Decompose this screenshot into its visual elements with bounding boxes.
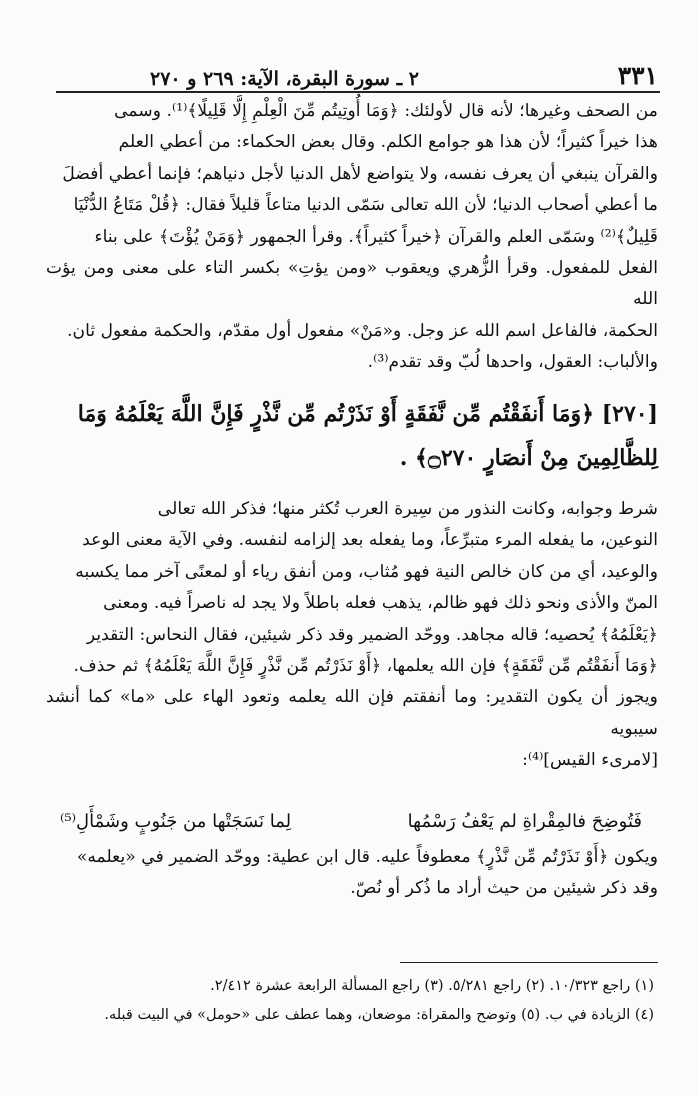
text-line: الحكمة، فالفاعل اسم الله عز وجل. و«مَنْ» مفعول أول مقدّم، والحكمة مفعول ثان. [67,320,658,341]
text-line: قَلِيلٌ﴾⁽²⁾ وسَمّى العلم والقرآن ﴿خيراً كثيراً﴾. وقرأ الجمهور ﴿وَمَنْ يُؤْتَ﴾ على بناء [94,226,658,247]
text-line: والوعيد، أي من كان خالص النية فهو مُثاب، ومن أنفق رياء أو لمعنًى آخر مما يكسبه [75,561,658,582]
text-line: المنّ والأذى ونحو ذلك فهو ظالم، يذهب فعله باطلاً ولا يجد له ناصراً فيه. ومعنى [103,593,658,614]
text-line: ويجوز أن يكون التقدير: وما أنفقتم فإن الله يعلمه وتعود الهاء على «ما» كما أنشد سيبويه [46,687,658,739]
verse-number: [٢٧٠] [601,401,658,427]
quran-verse [40,392,658,480]
paragraph-3 [46,842,658,905]
poem-hemistich-1: فَتُوضِحَ فالمِقْراةِ لم يَعْفُ رَسْمُها [407,811,642,832]
text-line: الفعل للمفعول. وقرأ الزُّهري ويعقوب «ومن يؤتِ» بكسر التاء على معنى ومن يؤت الله [46,258,658,310]
text-line: والألباب: العقول، واحدها لُبّ وقد تقدم⁽³⁾. [367,352,658,373]
running-head: ٢ ـ سورة البقرة، الآية: ٢٦٩ و ٢٧٠ [150,68,419,90]
text-line: هذا خيراً كثيراً؛ لأن هذا هو جوامع الكلم. وقال بعض الحكماء: من أعطي العلم [118,132,658,153]
text-line: من الصحف وغيرها؛ لأنه قال لأولئك: ﴿وَمَا أُوتِيتُم مِّنَ الْعِلْمِ إِلَّا قَلِيلًا﴾⁽¹⁾. وسمى [114,101,658,121]
footnote-line: (١) راجع ١٠/٣٢٣. (٢) راجع ٥/٢٨١. (٣) راجع المسألة الرابعة عشرة ٢/٤١٢. [210,978,654,994]
text-line: ﴿يَعْلَمُهُ﴾ يُحصيه؛ قاله مجاهد. ووحّد الضمير وقد ذكر شيئين، فقال النحاس: التقدير [86,624,658,645]
paragraph-1 [46,96,658,379]
text-line: النوعين، ما يفعله المرء متبرِّعاً، وما يفعله بعد إلزامه لنفسه. وفي الآية معنى الوعد [82,530,658,551]
page-header [40,56,658,90]
footnotes [46,972,654,1030]
text-line: ويكون ﴿أَوْ نَذَرْتُم مِّن نَّذْرٍ﴾ معطوفاً عليه. قال ابن عطية: ووحّد الضمير في «يعلمه» [76,847,658,867]
verse-line: ﴿وَمَا أَنفَقْتُم مِّن نَّفَقَةٍ أَوْ نَذَرْتُم مِّن نَّذْرٍ فَإِنَّ اللَّهَ يَعْلَمُهُ وَمَا [77,401,595,427]
poem-hemistich-2: لِما نَسَجَتْها من جَنُوبٍ وشَمْأَلِ⁽⁵⁾ [60,811,292,832]
header-rule [56,91,660,93]
footnote-line: (٤) الزيادة في ب. (٥) وتوضح والمقراة: موضعان، وهما عطف على «حومل» في البيت قبله. [104,1007,654,1023]
text-line: والقرآن ينبغي أن يعرف نفسه، ولا يتواضع لأهل الدنيا لأجل دنياهم؛ فإنما أعطي أفضلَ [62,163,658,184]
verse-line: لِلظَّالِمِينَ مِنْ أَنصَارٍ ۝٢٧٠﴾ . [399,445,658,471]
text-line: وقد ذكر شيئين من حيث أراد ما ذُكر أو نُصّ. [350,878,658,899]
text-line: شرط وجوابه، وكانت النذور من سِيرة العرب تُكثر منها؛ فذكر الله تعالى [157,499,658,519]
page-number: ٣٣١ [617,61,658,90]
paragraph-2 [46,494,658,777]
text-line: [لامرىء القيس]⁽⁴⁾: [522,750,658,771]
text-line: ما أعطي أصحاب الدنيا؛ لأن الله تعالى سَمّى الدنيا متاعاً قليلاً فقال: ﴿قُلْ مَتَاعُ الدُّنْيَا [73,195,658,216]
text-line: ﴿وَمَا أَنفَقْتُم مِّن نَّفَقَةٍ﴾ فإن الله يعلمها، ﴿أَوْ نَذَرْتُم مِّن نَّذْرٍ فَإِنَّ اللَّهَ يَعْلَمُهُ﴾ ثم حذف. [73,656,658,677]
footnote-rule [400,962,658,963]
